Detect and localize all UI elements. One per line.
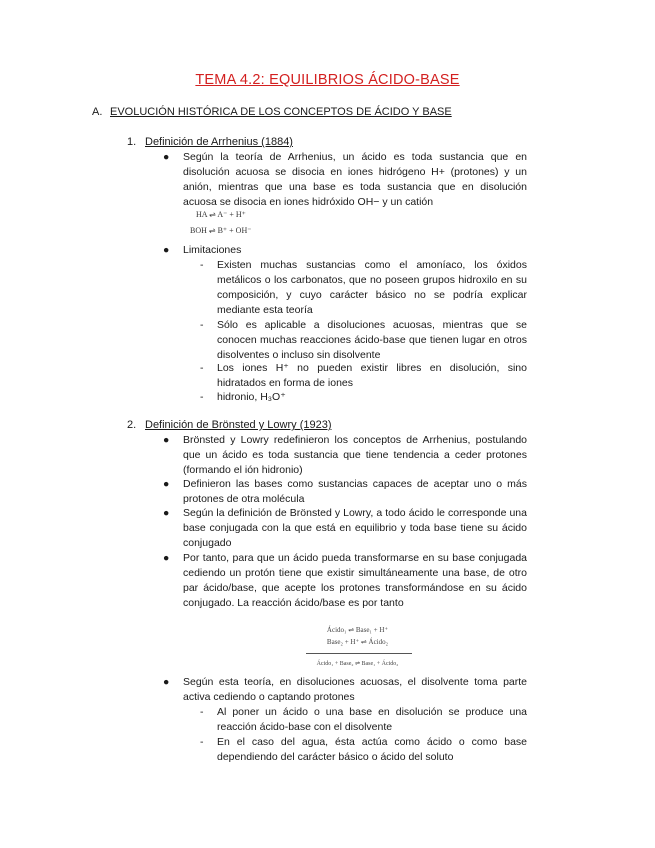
arrhenius-number: 1. <box>127 136 137 148</box>
sub-item <box>200 361 527 391</box>
bronsted-title: Definición de Brönsted y Lowry (1923) <box>145 419 332 431</box>
reaction-line-2: Base₂ + H⁺ ⇌ Ácido₂ <box>326 638 389 646</box>
list-item <box>163 150 527 210</box>
bronsted-point-2: Definieron las bases como sustancias capaces de aceptar uno o más protones de otra molécula <box>183 478 527 505</box>
sub-item <box>200 390 527 405</box>
limitation-1: Existen muchas sustancias como el amoníaco, los óxidos metálicos o los carbonatos, que no poseen grupos hidroxilo en su composición, y cuyo carácter básico no se podría explicar mediante esta teoría <box>217 259 527 316</box>
arrhenius-title: Definición de Arrhenius (1884) <box>145 136 293 148</box>
dash-icon: - <box>200 391 204 403</box>
bullet-icon: ● <box>163 676 170 688</box>
bronsted-heading <box>127 419 331 431</box>
arrhenius-heading <box>127 136 293 148</box>
dash-icon: - <box>200 736 204 748</box>
bullet-icon: ● <box>163 151 170 163</box>
section-a-label: A. <box>92 106 103 118</box>
list-item <box>163 477 527 507</box>
limitations-label: Limitaciones <box>183 244 242 256</box>
bronsted-number: 2. <box>127 419 137 431</box>
reaction-line-1: Ácido₁ ⇌ Base₁ + H⁺ <box>326 626 389 634</box>
sub-item <box>200 735 527 765</box>
bullet-icon: ● <box>163 552 170 564</box>
solvent-point-1: Al poner un ácido o una base en disolución se produce una reacción ácido-base con el disolvente <box>217 706 527 733</box>
bronsted-point-5: Según esta teoría, en disoluciones acuosas, el disolvente toma parte activa cediendo o captando protones <box>183 676 527 703</box>
bullet-icon: ● <box>163 434 170 446</box>
bronsted-point-4: Por tanto, para que un ácido pueda transformarse en su base conjugada cediendo un protón tiene que existir simultáneamente una base, de otro par ácido/base, que acepte los protones transformándose en su ácido conjugado. La reacción ácido/base es por tanto <box>183 552 527 609</box>
solvent-point-2: En el caso del agua, ésta actúa como ácido o como base dependiendo del carácter básico o ácido del soluto <box>217 736 527 763</box>
limitation-2: Sólo es aplicable a disoluciones acuosas, mientras que se conocen muchas reacciones ácido-base que tienen lugar en otros disolventes o incluso sin disolvente <box>217 319 527 361</box>
formula-acid: HA ⇌ A⁻ + H⁺ <box>196 210 246 219</box>
dash-icon: - <box>200 362 204 374</box>
reaction-sum: Ácido₁ + Base₂ ⇌ Base₁ + Ácido₂ <box>316 661 399 667</box>
limitation-4: hidronio, H₃O⁺ <box>217 391 286 403</box>
list-item <box>163 675 527 705</box>
list-item <box>163 551 527 611</box>
formula-base: BOH ⇌ B⁺ + OH⁻ <box>190 226 252 235</box>
sub-item <box>200 705 527 735</box>
list-item <box>163 506 527 551</box>
arrhenius-definition: Según la teoría de Arrhenius, un ácido es toda sustancia que en disolución acuosa se disocia en iones hidrógeno H+ (protones) y un anión, mientras que una base es toda sustancia que en disolución acuosa se disocia en iones hidróxido OH− y un catión <box>183 151 527 208</box>
section-a-text: EVOLUCIÓN HISTÓRICA DE LOS CONCEPTOS DE ÁCIDO Y BASE <box>110 106 452 118</box>
reaction-divider <box>306 653 412 654</box>
list-item <box>163 433 527 478</box>
sub-item <box>200 258 527 318</box>
limitation-3: Los iones H⁺ no pueden existir libres en disolución, sino hidratados en forma de iones <box>217 362 527 389</box>
sub-item <box>200 318 527 363</box>
bullet-icon: ● <box>163 244 170 256</box>
page-title: TEMA 4.2: EQUILIBRIOS ÁCIDO-BASE <box>195 72 460 88</box>
section-a-heading <box>92 106 452 118</box>
bullet-icon: ● <box>163 507 170 519</box>
bronsted-point-1: Brönsted y Lowry redefinieron los conceptos de Arrhenius, postulando que un ácido es toda sustancia que tiene tendencia a ceder protones (formando el ión hidronio) <box>183 434 527 476</box>
dash-icon: - <box>200 259 204 271</box>
dash-icon: - <box>200 706 204 718</box>
dash-icon: - <box>200 319 204 331</box>
bronsted-point-3: Según la definición de Brönsted y Lowry, a todo ácido le corresponde una base conjugada con la que está en equilibrio y toda base tiene su ácido conjugado <box>183 507 527 549</box>
bullet-icon: ● <box>163 478 170 490</box>
list-item <box>163 243 527 258</box>
